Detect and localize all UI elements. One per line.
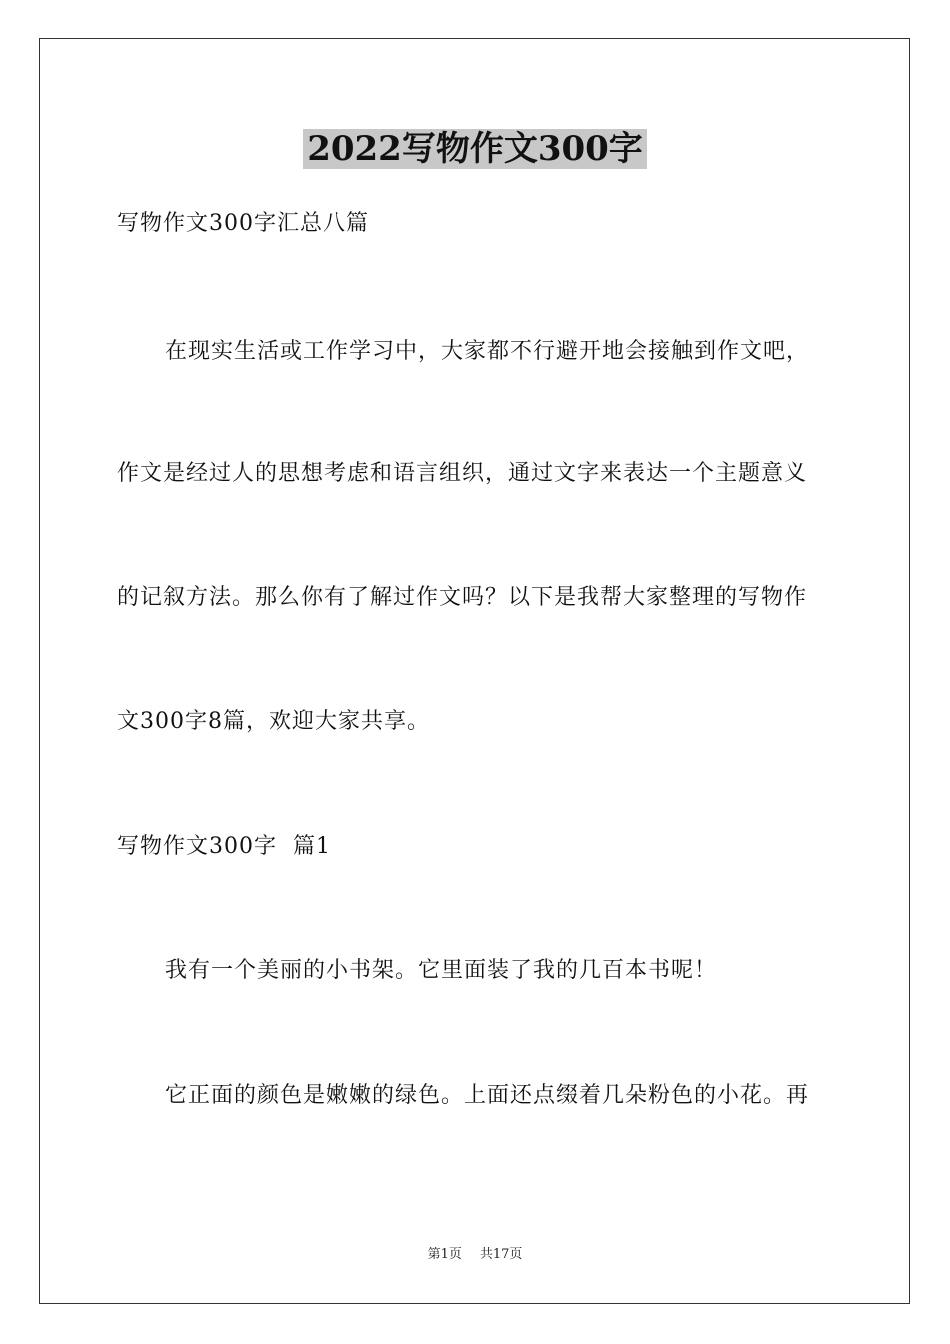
section-line-1: 我有一个美丽的小书架。它里面装了我的几百本书呢！ bbox=[165, 958, 718, 983]
page-total: 共17页 bbox=[479, 1247, 523, 1262]
document-title bbox=[0, 127, 950, 171]
page-footer bbox=[0, 1246, 950, 1264]
document-subtitle: 写物作文300字汇总八篇 bbox=[117, 211, 369, 236]
intro-line-1: 在现实生活或工作学习中，大家都不行避开地会接触到作文吧， bbox=[165, 339, 810, 364]
section-line-2: 它正面的颜色是嫩嫩的绿色。上面还点缀着几朵粉色的小花。再 bbox=[165, 1083, 810, 1108]
page-number: 第1页 bbox=[427, 1247, 462, 1262]
intro-line-2: 作文是经过人的思想考虑和语言组织，通过文字来表达一个主题意义 bbox=[117, 461, 808, 486]
intro-line-3: 的记叙方法。那么你有了解过作文吗？以下是我帮大家整理的写物作 bbox=[117, 585, 808, 610]
document-title-text: 2022写物作文300字 bbox=[303, 129, 647, 169]
intro-line-4: 文300字8篇，欢迎大家共享。 bbox=[117, 709, 430, 734]
section-heading: 写物作文300字 篇1 bbox=[117, 834, 331, 859]
